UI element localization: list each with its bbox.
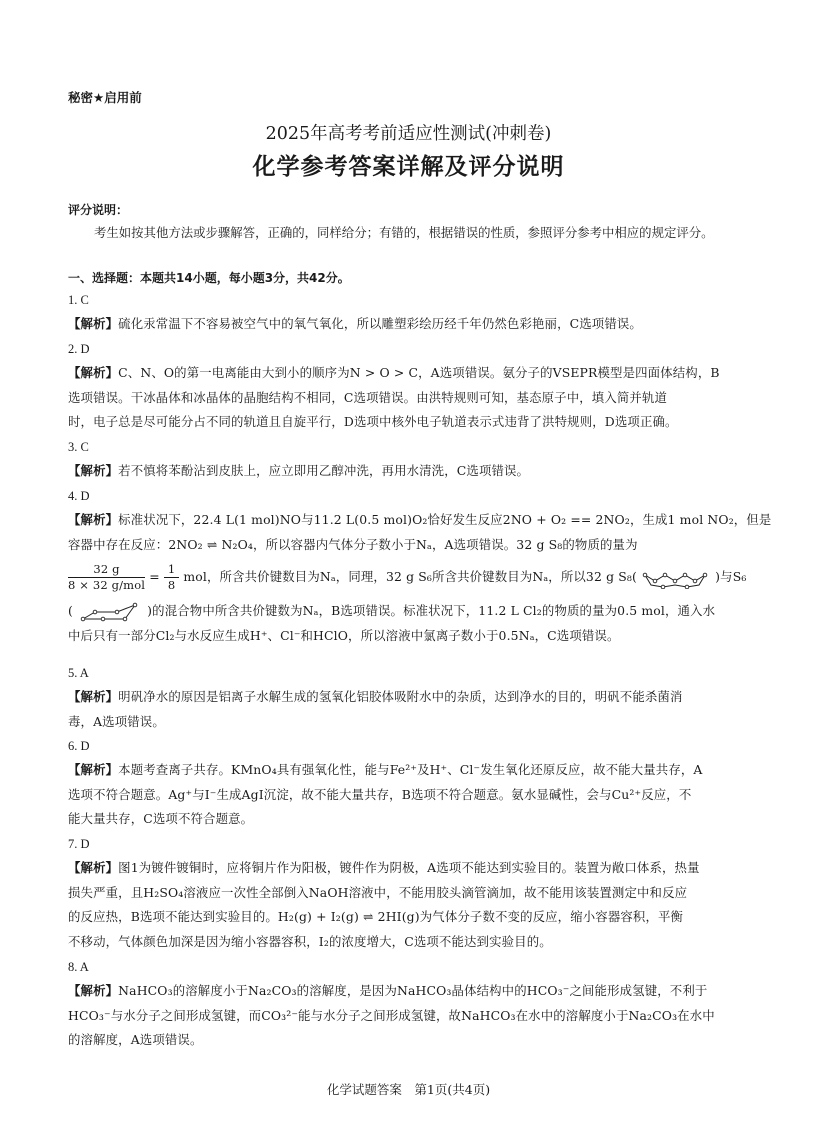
explanation-line: C、N、O的第一电离能由大到小的顺序为N > O > C，A选项错误。氨分子的VSEPR模型是四面体结构，B <box>118 365 720 380</box>
explanation-line: 能大量共存，C选项不符合题意。 <box>68 811 254 826</box>
answer-2: 2. D <box>68 342 90 356</box>
explanation-line: 选项错误。干冰晶体和冰晶体的晶胞结构不相同，C选项错误。由洪特规则可知，基态原子中，填入简并轨道 <box>68 389 668 405</box>
explanation-5 <box>68 685 750 734</box>
document-subtitle: 化学参考答案详解及评分说明 <box>252 154 565 180</box>
scoring-text: 考生如按其他方法或步骤解答，正确的，同样给分；有错的，根据错误的性质，参照评分参考中相应的规定评分。 <box>94 225 714 240</box>
scoring-label: 评分说明： <box>68 203 129 217</box>
explanation-line: HCO₃⁻与水分子之间形成氢键，而CO₃²⁻能与水分子之间形成氢键，故NaHCO₃在水中的溶解度小于Na₂CO₃在水中 <box>68 1007 715 1023</box>
explanation-line: 若不慎将苯酚沾到皮肤上，应立即用乙醇冲洗，再用水清洗，C选项错误。 <box>118 463 530 478</box>
confidential-label: 秘密★启用前 <box>68 90 142 105</box>
explanation-line: 选项不符合题意。Ag⁺与I⁻生成AgI沉淀，故不能大量共存，B选项不符合题意。氨水显碱性，会与Cu²⁺反应，不 <box>68 786 692 802</box>
explanation-2 <box>68 361 750 435</box>
explanation-line: 中后只有一部分Cl₂与水反应生成H⁺、Cl⁻和HClO，所以溶液中氯离子数小于0.5Nₐ，C选项错误。 <box>68 628 620 643</box>
explanation-tag: 【解析】 <box>68 365 119 380</box>
explanation-line: 容器中存在反应：2NO₂ ⇌ N₂O₄，所以容器内气体分子数小于Nₐ，A选项错误。32 g S₈的物质的量为 <box>68 536 638 552</box>
answer-4: 4. D <box>68 489 90 503</box>
answer-5: 5. A <box>68 666 89 680</box>
page-footer: 化学试题答案 第1页(共4页) <box>326 1082 491 1097</box>
explanation-line: 毒，A选项错误。 <box>68 713 165 729</box>
explanation-tag: 【解析】 <box>68 983 119 998</box>
explanation-tag: 【解析】 <box>68 860 119 875</box>
explanation-4: 【解析】标准状况下，22.4 L(1 mol)NO与11.2 L(0.5 mol)O₂恰好发生反应2NO + O₂ == 2NO₂，生成1 mol NO₂，但是 容器中存在反应：2NO₂ ⇌ N₂O₄，所以容器内气体分子数小于Nₐ，A选项错误。32 g S₈的物质的量为 $\frac{32 g}{\text{8 × 32 g/mol}}$ = $\frac{1}{8}$ mol，所含共价键数目为Nₐ，同理，32 g S₆所含共价键数目为Nₐ，所以32 g S₈( )与S₆ ( )的混合物中所含共价键数为Nₐ，B选项错误。标准状况下，11.2 L Cl₂的物质的量为0.5 mol，通入水 中后只有一部分Cl₂与水反应生成H⁺、Cl⁻和HClO，所以溶液中氯离子数小于0.5Nₐ，C选项错误。 <box>68 508 750 649</box>
answer-3: 3. C <box>68 440 89 454</box>
explanation-line: NaHCO₃的溶解度小于Na₂CO₃的溶解度，是因为NaHCO₃晶体结构中的HCO₃⁻之间能形成氢键，不利于 <box>118 983 708 998</box>
explanation-tag: 【解析】 <box>68 689 119 704</box>
answer-6: 6. D <box>68 739 90 753</box>
explanation-line: 的溶解度，A选项错误。 <box>68 1032 203 1047</box>
answer-7: 7. D <box>68 837 90 851</box>
s6-ring-structure-icon <box>77 600 143 624</box>
fraction-moles: $\frac{32 g}{\text{8 × 32 g/mol}}$ <box>68 562 146 592</box>
explanation-tag: 【解析】 <box>68 316 119 331</box>
explanation-line: 标准状况下，22.4 L(1 mol)NO与11.2 L(0.5 mol)O₂恰好发生反应2NO + O₂ == 2NO₂，生成1 mol NO₂，但是 <box>118 512 772 527</box>
answer-1: 1. C <box>68 293 89 307</box>
explanation-8 <box>68 979 750 1053</box>
explanation-1 <box>68 312 750 337</box>
explanation-line: 明矾净水的原因是铝离子水解生成的氢氧化铝胶体吸附水中的杂质，达到净水的目的，明矾不能杀菌消 <box>118 689 683 704</box>
exam-title: 2025年高考考前适应性测试(冲刺卷) <box>265 124 552 144</box>
answer-8: 8. A <box>68 960 89 974</box>
section-title: 一、选择题：本题共14小题，每小题3分，共42分。 <box>68 271 350 285</box>
explanation-line: 本题考查离子共存。KMnO₄具有强氧化性，能与Fe²⁺及H⁺、Cl⁻发生氧化还原反应，故不能大量共存，A <box>118 762 703 777</box>
explanation-line: 的反应热，B选项不能达到实验目的。H₂(g) + I₂(g) ⇌ 2HI(g)为气体分子数不变的反应，缩小容器容积，平衡 <box>68 909 684 924</box>
s8-ring-structure-icon <box>641 567 711 589</box>
explanation-line: 时，电子总是尽可能分占不同的轨道且自旋平行，D选项中核外电子轨道表示式违背了洪特规则，D选项正确。 <box>68 414 678 429</box>
explanation-7 <box>68 856 750 954</box>
explanation-tag: 【解析】 <box>68 463 119 478</box>
explanation-line: 损失严重，且H₂SO₄溶液应一次性全部倒入NaOH溶液中，不能用胶头滴管滴加，故不能用该装置测定中和反应 <box>68 884 688 900</box>
explanation-tag: 【解析】 <box>68 512 119 527</box>
explanation-6 <box>68 758 750 832</box>
explanation-line: 图1为镀件镀铜时，应将铜片作为阳极，镀件作为阴极，A选项不能达到实验目的。装置为敞口体系，热量 <box>118 860 700 875</box>
fraction-one-eighth: $\frac{1}{8}$ <box>164 562 179 593</box>
explanation-line: 硫化汞常温下不容易被空气中的氧气氧化，所以雕塑彩绘历经千年仍然色彩艳丽，C选项错误。 <box>118 316 642 331</box>
explanation-tag: 【解析】 <box>68 762 119 777</box>
explanation-line: 不移动，气体颜色加深是因为缩小容器容积，I₂的浓度增大，C选项不能达到实验目的。 <box>68 933 552 949</box>
explanation-3 <box>68 459 750 484</box>
